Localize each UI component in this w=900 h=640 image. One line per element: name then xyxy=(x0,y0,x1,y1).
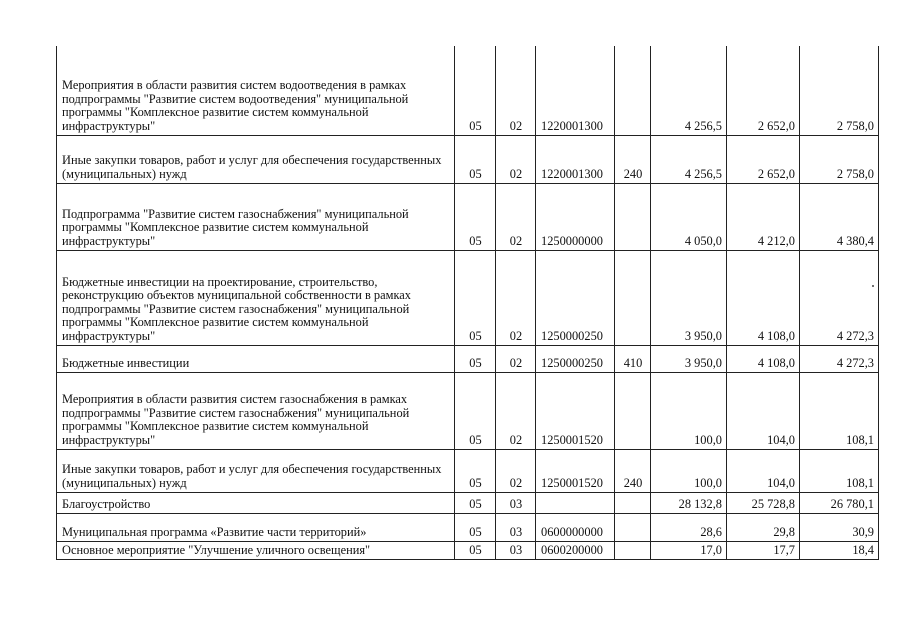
amount-year-3: 2 758,0 xyxy=(800,46,879,135)
budget-table xyxy=(56,46,879,560)
subsection-code: 02 xyxy=(496,183,536,250)
expense-type-code xyxy=(615,46,651,135)
amount-year-2: 2 652,0 xyxy=(727,46,800,135)
section-code: 05 xyxy=(455,250,496,345)
target-item-code: 1250001520 xyxy=(536,449,615,492)
expense-type-code: 240 xyxy=(615,449,651,492)
row-name: Благоустройство xyxy=(57,492,455,513)
amount-year-2: 4 212,0 xyxy=(727,183,800,250)
table-row xyxy=(57,513,879,541)
amount-year-2: 104,0 xyxy=(727,449,800,492)
expense-type-code xyxy=(615,541,651,559)
table-row xyxy=(57,250,879,345)
section-code: 05 xyxy=(455,372,496,449)
amount-year-2: 17,7 xyxy=(727,541,800,559)
subsection-code: 02 xyxy=(496,449,536,492)
target-item-code: 1250000250 xyxy=(536,345,615,372)
subsection-code: 02 xyxy=(496,135,536,183)
amount-year-1: 28 132,8 xyxy=(651,492,727,513)
amount-year-1: 3 950,0 xyxy=(651,250,727,345)
amount-year-2: 104,0 xyxy=(727,372,800,449)
row-name: Бюджетные инвестиции xyxy=(57,345,455,372)
amount-year-1: 17,0 xyxy=(651,541,727,559)
table-row xyxy=(57,46,879,135)
amount-year-1: 4 256,5 xyxy=(651,135,727,183)
section-code: 05 xyxy=(455,513,496,541)
expense-type-code: 240 xyxy=(615,135,651,183)
target-item-code: 1220001300 xyxy=(536,46,615,135)
table-row xyxy=(57,541,879,559)
section-code: 05 xyxy=(455,541,496,559)
amount-year-2: 4 108,0 xyxy=(727,250,800,345)
amount-year-1: 3 950,0 xyxy=(651,345,727,372)
row-name: Подпрограмма "Развитие систем газоснабжения" муниципальной программы "Комплексное развитие систем коммунальной инфраструктуры" xyxy=(57,183,455,250)
row-name: Муниципальная программа «Развитие части территорий» xyxy=(57,513,455,541)
row-name: Мероприятия в области развития систем водоотведения в рамках подпрограммы "Развитие систем водоотведения" муниципальной программы "Комплексное развитие систем коммунальной инфраструктуры" xyxy=(57,46,455,135)
amount-year-2: 25 728,8 xyxy=(727,492,800,513)
section-code: 05 xyxy=(455,449,496,492)
row-name: Бюджетные инвестиции на проектирование, строительство, реконструкцию объектов муниципальной собственности в рамках подпрограммы "Развитие систем газоснабжения" муниципальной программы "Комплексное развитие систем коммунальной инфраструктуры" xyxy=(57,250,455,345)
table-row xyxy=(57,135,879,183)
subsection-code: 03 xyxy=(496,541,536,559)
expense-type-code xyxy=(615,513,651,541)
amount-year-2: 4 108,0 xyxy=(727,345,800,372)
section-code: 05 xyxy=(455,46,496,135)
target-item-code: 1250001520 xyxy=(536,372,615,449)
section-code: 05 xyxy=(455,135,496,183)
amount-year-3: 4 272,3 xyxy=(800,345,879,372)
section-code: 05 xyxy=(455,183,496,250)
row-name: Мероприятия в области развития систем газоснабжения в рамках подпрограммы "Развитие систем газоснабжения" муниципальной программы "Комплексное развитие систем коммунальной инфраструктуры" xyxy=(57,372,455,449)
subsection-code: 02 xyxy=(496,250,536,345)
expense-type-code: 410 xyxy=(615,345,651,372)
amount-year-3: 108,1 xyxy=(800,372,879,449)
table-row xyxy=(57,345,879,372)
amount-year-3: 108,1 xyxy=(800,449,879,492)
amount-year-3: 26 780,1 xyxy=(800,492,879,513)
target-item-code: 0600200000 xyxy=(536,541,615,559)
amount-year-1: 4 050,0 xyxy=(651,183,727,250)
amount-year-2: 29,8 xyxy=(727,513,800,541)
amount-year-3: 4 380,4 xyxy=(800,183,879,250)
target-item-code xyxy=(536,492,615,513)
section-code: 05 xyxy=(455,345,496,372)
amount-year-1: 28,6 xyxy=(651,513,727,541)
expense-type-code xyxy=(615,250,651,345)
target-item-code: 1250000000 xyxy=(536,183,615,250)
section-code: 05 xyxy=(455,492,496,513)
row-name: Иные закупки товаров, работ и услуг для обеспечения государственных (муниципальных) нужд xyxy=(57,135,455,183)
expense-type-code xyxy=(615,183,651,250)
scan-speck xyxy=(872,285,874,287)
amount-year-1: 4 256,5 xyxy=(651,46,727,135)
amount-year-3: 4 272,3 xyxy=(800,250,879,345)
table-row xyxy=(57,183,879,250)
amount-year-3: 18,4 xyxy=(800,541,879,559)
table-row xyxy=(57,372,879,449)
target-item-code: 1250000250 xyxy=(536,250,615,345)
subsection-code: 02 xyxy=(496,46,536,135)
expense-type-code xyxy=(615,492,651,513)
table-row xyxy=(57,449,879,492)
target-item-code: 1220001300 xyxy=(536,135,615,183)
subsection-code: 02 xyxy=(496,372,536,449)
row-name: Основное мероприятие "Улучшение уличного освещения" xyxy=(57,541,455,559)
amount-year-1: 100,0 xyxy=(651,372,727,449)
target-item-code: 0600000000 xyxy=(536,513,615,541)
amount-year-3: 30,9 xyxy=(800,513,879,541)
subsection-code: 03 xyxy=(496,513,536,541)
table-row xyxy=(57,492,879,513)
row-name: Иные закупки товаров, работ и услуг для обеспечения государственных (муниципальных) нужд xyxy=(57,449,455,492)
amount-year-2: 2 652,0 xyxy=(727,135,800,183)
expense-type-code xyxy=(615,372,651,449)
subsection-code: 02 xyxy=(496,345,536,372)
amount-year-3: 2 758,0 xyxy=(800,135,879,183)
subsection-code: 03 xyxy=(496,492,536,513)
amount-year-1: 100,0 xyxy=(651,449,727,492)
